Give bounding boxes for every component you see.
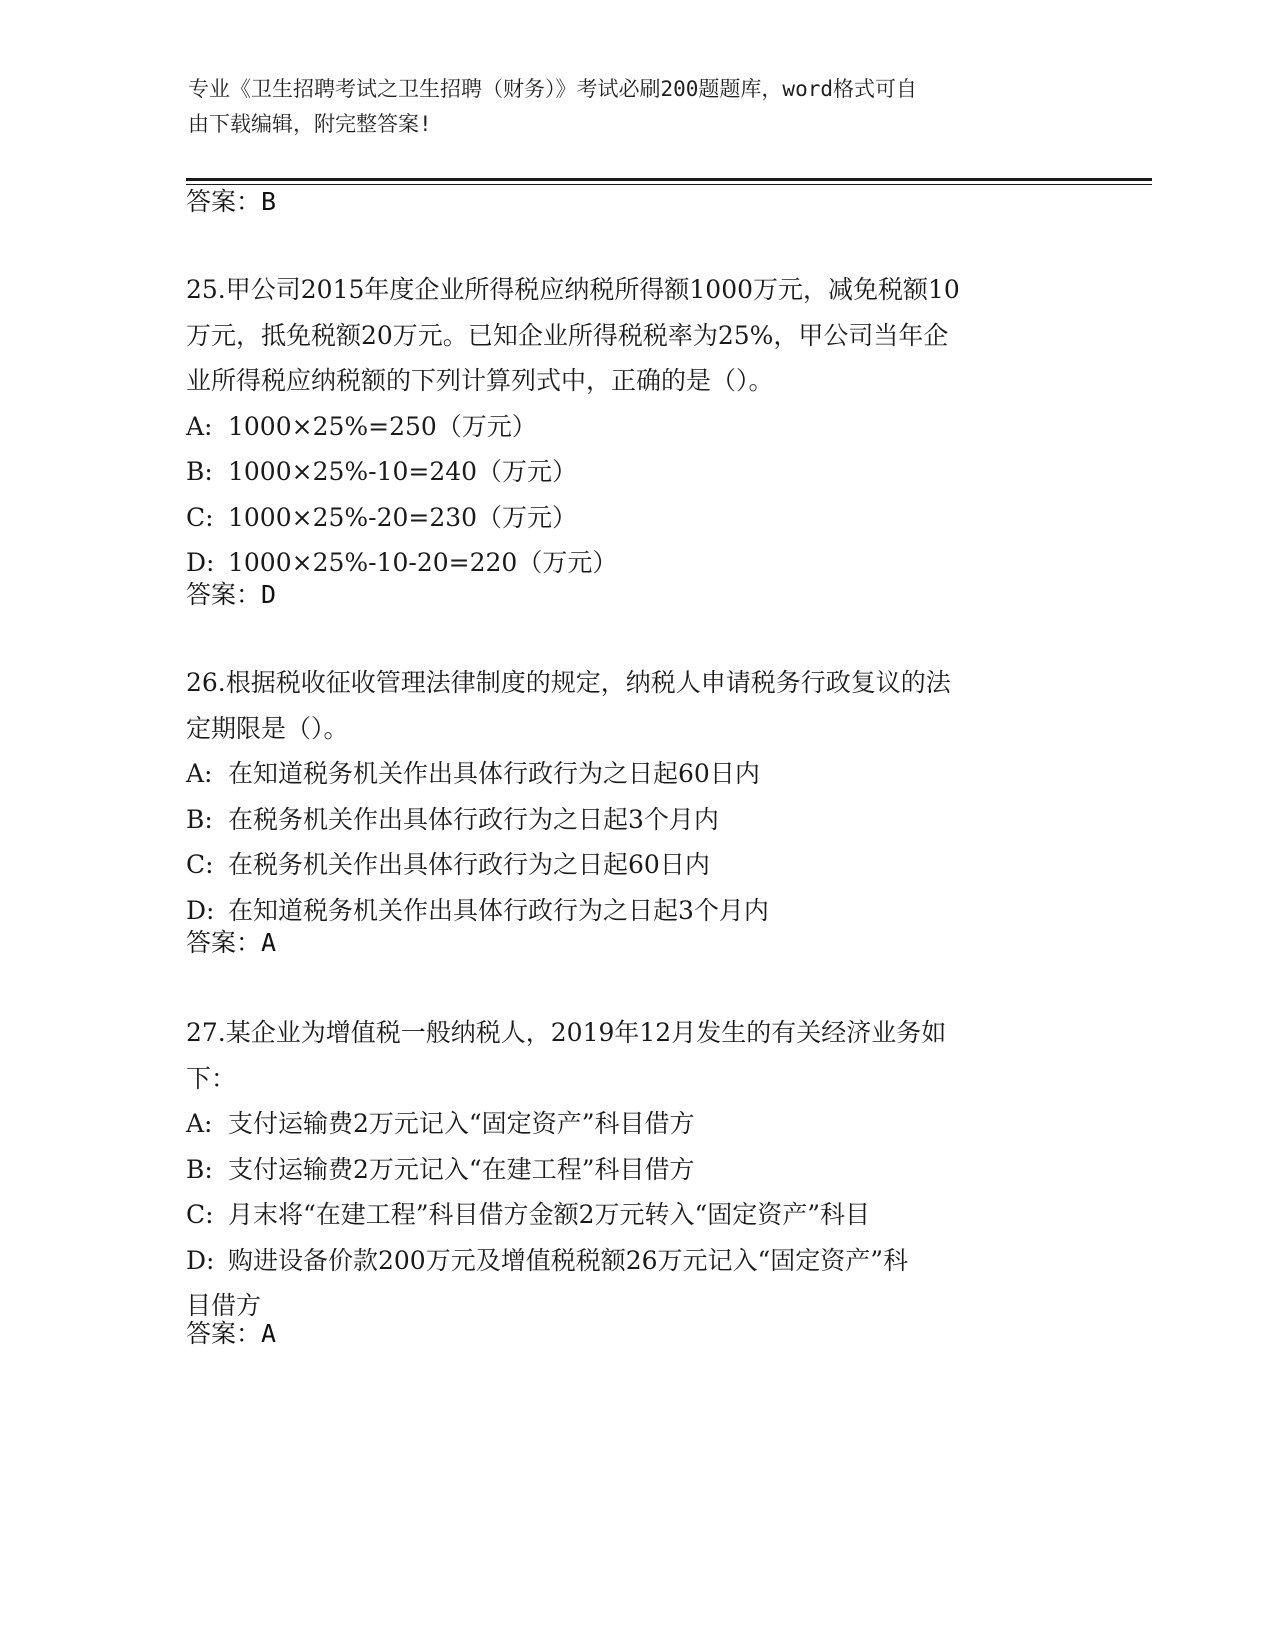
option-label: A: xyxy=(186,411,213,441)
header-divider-thick xyxy=(186,178,1152,181)
question-26 xyxy=(186,660,1086,933)
option-b xyxy=(186,449,1086,495)
option-text: 1000×25%=250（万元） xyxy=(228,411,537,441)
option-text: 在知道税务机关作出具体行政行为之日起3个月内 xyxy=(228,895,769,925)
option-text: 在税务机关作出具体行政行为之日起60日内 xyxy=(228,850,710,879)
question-text-line: 万元，抵免税额20万元。已知企业所得税税率为25%，甲公司当年企 xyxy=(186,320,949,350)
question-text-line: 25.甲公司2015年度企业所得税应纳税所得额1000万元，减免税额10 xyxy=(186,275,960,304)
header-divider-thin xyxy=(186,184,1152,185)
option-c xyxy=(186,495,1086,541)
option-text: 在税务机关作出具体行政行为之日起3个月内 xyxy=(228,804,719,834)
question-text-line: 定期限是（）。 xyxy=(186,713,349,743)
option-d-continuation: 目借方 xyxy=(186,1291,262,1320)
question-text-line: 下： xyxy=(186,1063,237,1093)
option-text: 支付运输费2万元记入“固定资产”科目借方 xyxy=(228,1109,695,1138)
option-label: D: xyxy=(186,895,215,925)
option-d xyxy=(186,1238,1086,1284)
option-label: C: xyxy=(186,850,214,879)
option-b xyxy=(186,797,1086,843)
header-line-2: 由下载编辑，附完整答案! xyxy=(188,112,432,136)
option-c xyxy=(186,842,1086,888)
option-label: A: xyxy=(186,759,213,788)
option-a xyxy=(186,404,1086,450)
answer-26: 答案：A xyxy=(186,928,277,957)
option-a xyxy=(186,751,1086,797)
answer-25: 答案：D xyxy=(186,580,277,609)
option-text: 1000×25%-10=240（万元） xyxy=(228,457,578,486)
question-25 xyxy=(186,267,1086,586)
document-header xyxy=(188,72,1068,142)
option-text: 购进设备价款200万元及增值税税额26万元记入“固定资产”科 xyxy=(228,1245,909,1275)
option-label: B: xyxy=(186,457,213,486)
question-text-line: 业所得税应纳税额的下列计算列式中，正确的是（）。 xyxy=(186,366,774,395)
option-text: 1000×25%-10-20=220（万元） xyxy=(228,548,618,577)
question-text-line: 27.某企业为增值税一般纳税人，2019年12月发生的有关经济业务如 xyxy=(186,1018,947,1047)
option-d xyxy=(186,888,1086,934)
option-d xyxy=(186,540,1086,586)
answer-previous: 答案：B xyxy=(186,187,277,216)
option-text: 支付运输费2万元记入“在建工程”科目借方 xyxy=(228,1154,695,1184)
option-text: 在知道税务机关作出具体行政行为之日起60日内 xyxy=(228,759,760,788)
question-27 xyxy=(186,1010,1086,1329)
option-label: B: xyxy=(186,804,213,834)
option-label: B: xyxy=(186,1154,213,1184)
option-label: A: xyxy=(186,1109,213,1138)
answer-27: 答案：A xyxy=(186,1319,277,1348)
question-text-line: 26.根据税收征收管理法律制度的规定，纳税人申请税务行政复议的法 xyxy=(186,668,951,697)
option-label: C: xyxy=(186,1200,214,1229)
option-text: 1000×25%-20=230（万元） xyxy=(228,502,578,532)
option-c xyxy=(186,1192,1086,1238)
option-a xyxy=(186,1101,1086,1147)
option-b xyxy=(186,1147,1086,1193)
option-label: C: xyxy=(186,502,214,532)
option-label: D: xyxy=(186,548,215,577)
option-label: D: xyxy=(186,1245,215,1275)
header-line-1: 专业《卫生招聘考试之卫生招聘（财务）》考试必刷200题题库，word格式可自 xyxy=(188,77,917,101)
option-text: 月末将“在建工程”科目借方金额2万元转入“固定资产”科目 xyxy=(228,1200,871,1229)
